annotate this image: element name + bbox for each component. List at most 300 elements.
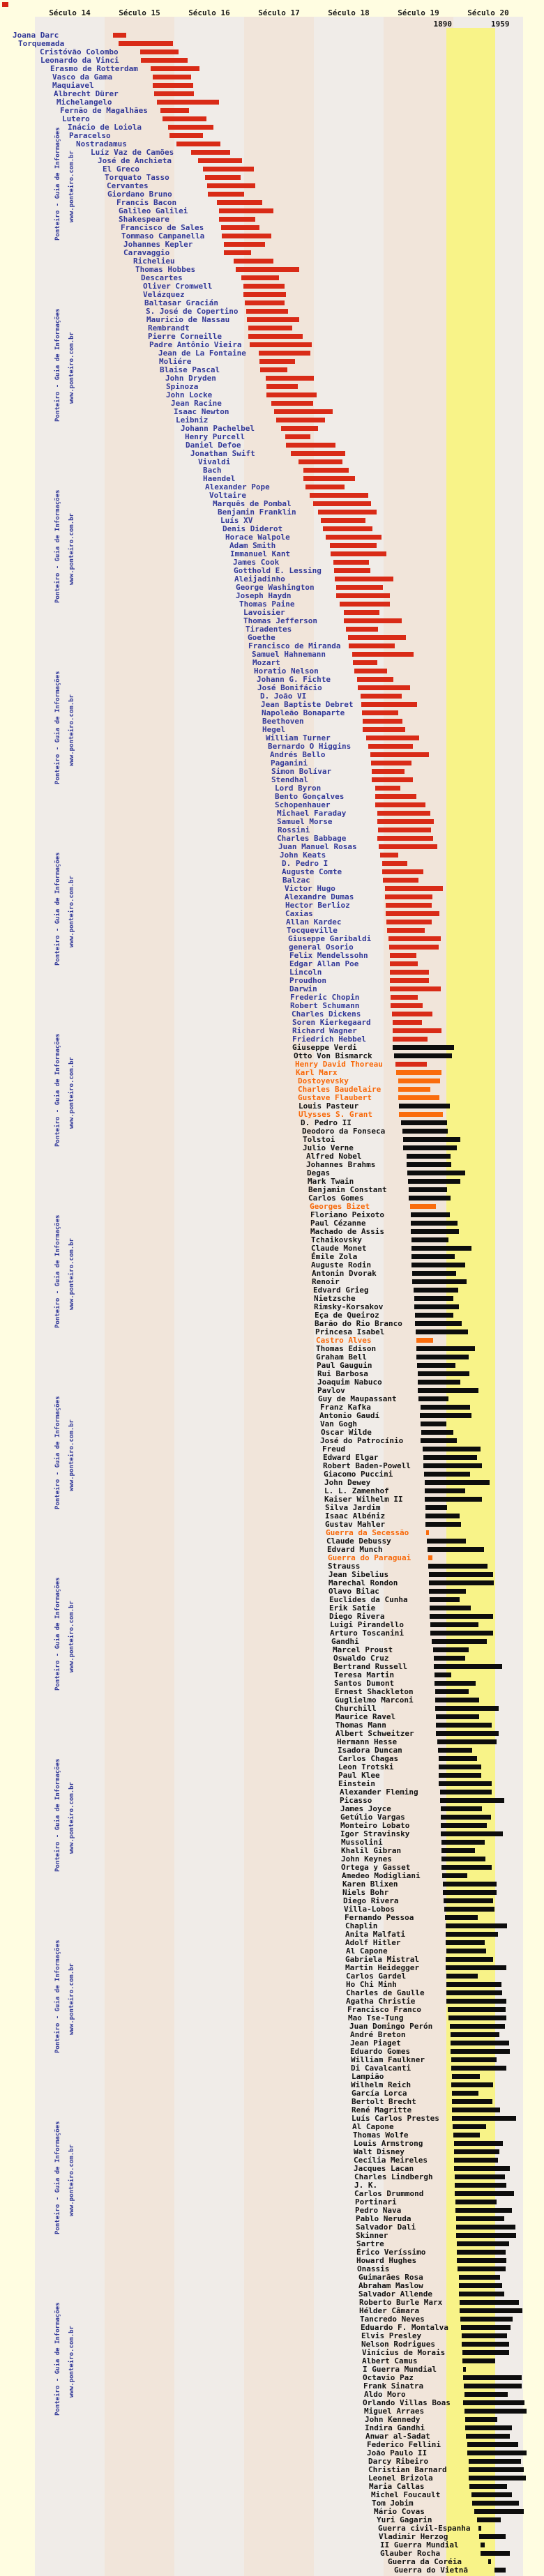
timeline-row xyxy=(0,1889,544,1898)
person-name: Stendhal xyxy=(271,775,308,784)
person-name: Thomas Edison xyxy=(316,1344,377,1353)
lifespan-bar xyxy=(469,2467,524,2472)
timeline-row xyxy=(0,2006,544,2015)
person-name: Jean Racine xyxy=(171,399,222,408)
lifespan-bar xyxy=(460,2308,522,2313)
person-name: Gandhi xyxy=(331,1637,359,1646)
lifespan-bar xyxy=(160,108,189,113)
lifespan-bar xyxy=(425,1522,461,1527)
person-name: Robert Baden-Powell xyxy=(323,1461,411,1470)
person-name: Darcy Ribeiro xyxy=(368,2457,429,2466)
timeline-row xyxy=(0,777,544,785)
person-name: Santos Dumont xyxy=(334,1679,395,1688)
lifespan-bar xyxy=(386,911,439,916)
watermark-ponteiro: Ponteiro - Guia de Informações xyxy=(54,852,61,966)
timeline-row xyxy=(0,2023,544,2032)
person-name: S. José de Copertino xyxy=(146,307,239,316)
lifespan-bar xyxy=(459,2292,504,2296)
lifespan-bar xyxy=(157,100,219,105)
person-name: Anita Malfati xyxy=(345,1930,406,1939)
lifespan-bar xyxy=(448,2015,506,2020)
timeline-row xyxy=(0,250,544,258)
lifespan-bar xyxy=(375,794,416,799)
lifespan-bar xyxy=(243,284,285,289)
lifespan-bar xyxy=(418,1371,469,1376)
timeline-row xyxy=(0,877,544,885)
lifespan-bar xyxy=(207,183,255,188)
person-name: Blaise Pascal xyxy=(160,365,220,374)
lifespan-bar xyxy=(464,2384,522,2388)
lifespan-bar xyxy=(412,1271,456,1276)
lifespan-bar xyxy=(411,1229,459,1234)
lifespan-bar xyxy=(436,1714,479,1719)
lifespan-bar xyxy=(323,526,372,531)
lifespan-bar xyxy=(494,2568,506,2573)
lifespan-bar xyxy=(451,2049,510,2054)
person-name: Howard Hughes xyxy=(356,2256,417,2265)
person-name: Christian Barnard xyxy=(368,2465,447,2474)
watermark-ponteiro: Ponteiro - Guia de Informações xyxy=(54,2302,61,2416)
lifespan-bar xyxy=(224,250,251,255)
person-name: Rossini xyxy=(278,825,310,834)
person-name: Isaac Albéniz xyxy=(325,1511,386,1521)
lifespan-bar xyxy=(361,702,417,707)
lifespan-bar xyxy=(416,1355,469,1359)
timeline-row xyxy=(0,1237,544,1245)
timeline-row xyxy=(0,2015,544,2023)
timeline-row xyxy=(0,1019,544,1028)
lifespan-bar xyxy=(411,1246,471,1251)
lifespan-bar xyxy=(140,49,179,54)
lifespan-bar xyxy=(222,234,271,238)
watermark-ponteiro: Ponteiro - Guia de Informações xyxy=(54,489,61,603)
person-name: Amedeo Modigliani xyxy=(342,1871,421,1880)
timeline-row xyxy=(0,1329,544,1337)
timeline-row xyxy=(0,1187,544,1195)
watermark-ponteiro: Ponteiro - Guia de Informações xyxy=(54,1396,61,1509)
person-name: John Keynes xyxy=(341,1854,392,1864)
timeline-row xyxy=(0,358,544,367)
person-name: Eça de Queiroz xyxy=(315,1311,379,1320)
lifespan-bar xyxy=(441,1831,503,1836)
person-name: Vasco da Gama xyxy=(52,73,113,82)
person-name: Adolf Hitler xyxy=(345,1938,401,1947)
person-name: Isaac Newton xyxy=(174,407,229,416)
lifespan-bar xyxy=(368,744,413,749)
timeline-row xyxy=(0,450,544,459)
watermark-url: www.ponteiro.com.br xyxy=(68,694,75,766)
timeline-row xyxy=(0,1663,544,1672)
lifespan-bar xyxy=(441,1848,475,1853)
person-name: John Kennedy xyxy=(365,2415,421,2424)
person-name: André Breton xyxy=(350,2030,406,2039)
lifespan-bar xyxy=(198,158,242,163)
lifespan-bar xyxy=(243,292,286,297)
person-name: Albert Camus xyxy=(362,2356,418,2365)
lifespan-bar xyxy=(224,242,265,247)
lifespan-bar xyxy=(219,217,255,222)
watermark-url: www.ponteiro.com.br xyxy=(68,151,75,222)
lifespan-bar xyxy=(425,1497,482,1502)
person-name: Frank Sinatra xyxy=(363,2381,424,2391)
lifespan-bar xyxy=(433,1647,469,1652)
person-name: Joseph Haydn xyxy=(236,591,292,600)
person-name: Guerra do Paraguai xyxy=(328,1553,411,1562)
lifespan-bar xyxy=(438,1748,472,1753)
lifespan-bar xyxy=(377,811,430,816)
timeline-row xyxy=(0,149,544,158)
timeline-row xyxy=(0,1956,544,1965)
timeline-row xyxy=(0,1120,544,1128)
lifespan-bar xyxy=(428,1555,432,1560)
timeline-row xyxy=(0,2098,544,2107)
watermark-url: www.ponteiro.com.br xyxy=(68,1963,75,2035)
lifespan-bar xyxy=(393,1028,441,1033)
person-name: Émile Zola xyxy=(311,1252,358,1261)
timeline-row xyxy=(0,2032,544,2040)
lifespan-bar xyxy=(451,2057,497,2062)
lifespan-bar xyxy=(454,2149,499,2154)
timeline-row xyxy=(0,1170,544,1178)
lifespan-bar xyxy=(452,2074,480,2079)
person-name: Leonardo da Vinci xyxy=(40,56,119,65)
timeline-row xyxy=(0,2165,544,2174)
lifespan-bar xyxy=(425,1505,447,1510)
timeline-row xyxy=(0,2299,544,2308)
lifespan-bar xyxy=(168,125,213,130)
timeline-row xyxy=(0,392,544,400)
person-name: Samuel Morse xyxy=(277,817,333,826)
lifespan-bar xyxy=(441,1840,485,1845)
century-label-15: Século 15 xyxy=(119,8,160,17)
lifespan-bar xyxy=(153,83,193,88)
lifespan-bar xyxy=(259,351,310,356)
person-name: Ortega y Gasset xyxy=(341,1863,411,1872)
lifespan-bar xyxy=(421,1405,470,1410)
lifespan-bar xyxy=(119,41,173,46)
person-name: Thomas Jefferson xyxy=(243,616,317,625)
timeline-row xyxy=(0,2224,544,2232)
lifespan-bar xyxy=(456,2233,516,2238)
timeline-row xyxy=(0,1546,544,1555)
timeline-row xyxy=(0,2115,544,2124)
lifespan-bar xyxy=(416,1338,433,1343)
person-name: Mao Tse-Tung xyxy=(348,2013,404,2022)
timeline-row-event xyxy=(0,1530,544,1538)
person-name: Octavio Paz xyxy=(363,2373,414,2382)
lifespan-bar xyxy=(481,2551,510,2556)
timeline-row xyxy=(0,2441,544,2450)
lifespan-bar xyxy=(383,878,418,883)
timeline-row xyxy=(0,1488,544,1496)
person-name: Cecília Meireles xyxy=(354,2156,428,2165)
lifespan-bar xyxy=(348,635,406,640)
lifespan-bar xyxy=(333,560,369,565)
lifespan-bar xyxy=(439,1781,492,1786)
person-name: Torquato Tasso xyxy=(105,173,169,182)
lifespan-bar xyxy=(452,2116,516,2121)
timeline-row xyxy=(0,2533,544,2542)
lifespan-bar xyxy=(425,1488,465,1493)
lifespan-bar xyxy=(141,58,188,63)
timeline-row xyxy=(0,1396,544,1404)
person-name: Pedro Nava xyxy=(355,2206,402,2215)
person-name: George Washington xyxy=(236,583,315,592)
person-name: Castro Alves xyxy=(316,1336,372,1345)
lifespan-bar xyxy=(467,2442,518,2447)
person-name: Antonio Gaudí xyxy=(319,1411,380,1420)
timeline-row xyxy=(0,1412,544,1421)
lifespan-bar xyxy=(455,2183,506,2188)
person-name: Paul Gauguin xyxy=(317,1361,372,1370)
timeline-row xyxy=(0,1253,544,1262)
timeline-row xyxy=(0,2274,544,2282)
person-name: Henry David Thoreau xyxy=(295,1060,383,1069)
lifespan-bar xyxy=(462,2333,507,2338)
timeline-row xyxy=(0,1044,544,1053)
lifespan-bar xyxy=(411,1263,465,1267)
watermark-ponteiro: Ponteiro - Guia de Informações xyxy=(54,1939,61,2053)
person-name: Einstein xyxy=(338,1779,375,1788)
timeline-row xyxy=(0,1538,544,1546)
person-name: Mussolini xyxy=(341,1838,383,1847)
timeline-row xyxy=(0,869,544,877)
person-name: Tommaso Campanella xyxy=(121,231,205,241)
person-name: Rembrandt xyxy=(148,323,190,333)
person-name: Thomas Mann xyxy=(335,1721,386,1730)
timeline-row xyxy=(0,1153,544,1161)
person-name: Luigi Pirandello xyxy=(330,1620,404,1629)
lifespan-bar xyxy=(472,2501,519,2506)
timeline-row xyxy=(0,1672,544,1680)
lifespan-bar xyxy=(439,1756,477,1761)
lifespan-bar xyxy=(248,334,303,339)
person-name: Strauss xyxy=(328,1562,361,1571)
timeline-row xyxy=(0,1797,544,1806)
person-name: Martin Heidegger xyxy=(345,1963,419,1972)
lifespan-bar xyxy=(372,777,413,782)
lifespan-bar xyxy=(358,685,410,690)
timeline-row xyxy=(0,367,544,375)
timeline-row xyxy=(0,1998,544,2006)
watermark-url: www.ponteiro.com.br xyxy=(68,876,75,947)
timeline-row xyxy=(0,1948,544,1956)
lifespan-bar xyxy=(463,2375,522,2380)
lifespan-bar xyxy=(393,1037,428,1042)
lifespan-bar xyxy=(303,476,355,481)
person-name: Erasmo de Rotterdam xyxy=(50,64,138,73)
lifespan-bar xyxy=(415,1321,462,1326)
lifespan-bar xyxy=(430,1606,471,1610)
watermark-ponteiro: Ponteiro - Guia de Informações xyxy=(54,2121,61,2234)
lifespan-bar xyxy=(434,1664,502,1669)
person-name: Auguste Comte xyxy=(282,867,342,876)
lifespan-bar xyxy=(414,1296,453,1301)
timeline-row xyxy=(0,1831,544,1839)
person-name: Churchill xyxy=(335,1704,377,1713)
timeline-row xyxy=(0,375,544,383)
lifespan-bar xyxy=(445,1915,478,1920)
lifespan-bar xyxy=(260,367,287,372)
lifespan-bar xyxy=(208,192,244,197)
timeline-row xyxy=(0,300,544,308)
lifespan-bar xyxy=(462,2350,509,2355)
lifespan-bar xyxy=(463,2367,466,2372)
lifespan-bar xyxy=(446,1932,498,1937)
person-name: Carlos Drummond xyxy=(354,2189,424,2198)
lifespan-bar xyxy=(335,577,393,581)
timeline-row xyxy=(0,2182,544,2190)
timeline-row xyxy=(0,1563,544,1571)
lifespan-bar xyxy=(453,2133,480,2137)
timeline-row xyxy=(0,1697,544,1705)
lifespan-bar xyxy=(460,2300,519,2305)
lifespan-bar xyxy=(439,1773,481,1778)
lifespan-bar xyxy=(414,1288,458,1293)
timeline-row xyxy=(0,1939,544,1948)
lifespan-bar xyxy=(266,393,317,397)
lifespan-bar xyxy=(421,1438,457,1443)
timeline-row xyxy=(0,2040,544,2048)
lifespan-bar xyxy=(377,819,434,824)
person-name: Giuseppe Verdi xyxy=(292,1043,357,1052)
lifespan-bar xyxy=(414,1304,459,1309)
timeline-row xyxy=(0,1404,544,1412)
timeline-row xyxy=(0,2508,544,2517)
timeline-row xyxy=(0,400,544,409)
person-name: Chaplin xyxy=(345,1921,378,1930)
person-name: Charles de Gaulle xyxy=(346,1988,425,1997)
person-name: Padre Antônio Vieira xyxy=(149,340,242,349)
person-name: Julio Verne xyxy=(303,1143,354,1152)
person-name: Vivaldi xyxy=(198,457,231,466)
person-name: Degas xyxy=(307,1168,331,1178)
person-name: René Magritte xyxy=(352,2105,412,2114)
lifespan-bar xyxy=(416,1329,468,1334)
person-name: Shakespeare xyxy=(119,215,169,224)
timeline-row xyxy=(0,1571,544,1580)
timeline-row xyxy=(0,852,544,860)
timeline-row xyxy=(0,885,544,894)
timeline-row xyxy=(0,1839,544,1847)
timeline-row xyxy=(0,1228,544,1237)
timeline-row xyxy=(0,1262,544,1270)
lifespan-bar xyxy=(380,853,398,858)
timeline-row xyxy=(0,1036,544,1044)
lifespan-bar xyxy=(366,736,419,740)
timeline-row xyxy=(0,1086,544,1095)
timeline-row xyxy=(0,810,544,818)
timeline-row xyxy=(0,1856,544,1864)
person-name: Johann Pachelbel xyxy=(181,424,255,433)
person-name: Maquiavel xyxy=(52,81,94,90)
person-name: John Dryden xyxy=(165,374,216,383)
person-name: Galileo Galilei xyxy=(119,206,188,215)
person-name: Giuseppe Garibaldi xyxy=(288,934,372,943)
timeline-row xyxy=(0,1463,544,1471)
lifespan-bar xyxy=(250,342,312,347)
person-name: John Keats xyxy=(280,851,326,860)
watermark-url: www.ponteiro.com.br xyxy=(68,1238,75,1310)
timeline-row xyxy=(0,174,544,183)
person-name: Orlando Villas Boas xyxy=(363,2398,451,2407)
person-name: Charles Dickens xyxy=(292,1009,361,1019)
person-name: Guerra do Vietnã xyxy=(394,2566,468,2575)
person-name: Lord Byron xyxy=(275,784,322,793)
person-name: Horace Walpole xyxy=(225,533,290,542)
timeline-row xyxy=(0,1212,544,1220)
lifespan-bar xyxy=(415,1313,453,1318)
person-name: Maria Callas xyxy=(369,2482,425,2491)
lifespan-bar xyxy=(372,769,405,774)
lifespan-bar xyxy=(247,317,299,322)
timeline-row xyxy=(0,233,544,241)
person-name: D. João VI xyxy=(260,692,307,701)
person-name: Marcel Proust xyxy=(333,1645,393,1654)
lifespan-bar xyxy=(378,828,431,832)
person-name: Niels Bohr xyxy=(342,1888,389,1897)
timeline-row xyxy=(0,183,544,191)
lifespan-bar xyxy=(428,1547,484,1552)
person-name: Richard Wagner xyxy=(292,1026,357,1035)
lifespan-bar xyxy=(291,451,345,456)
lifespan-bar xyxy=(389,945,439,950)
lifespan-bar xyxy=(457,2250,506,2255)
person-name: Juan Domingo Perón xyxy=(349,2022,433,2031)
person-name: Guerra da Coréia xyxy=(388,2557,462,2566)
timeline-row xyxy=(0,1906,544,1914)
lifespan-bar xyxy=(357,677,393,682)
timeline-row xyxy=(0,1605,544,1613)
lifespan-bar xyxy=(421,1422,446,1426)
person-name: Edward Elgar xyxy=(323,1453,379,1462)
timeline-row xyxy=(0,1730,544,1739)
person-name: Giacomo Puccini xyxy=(324,1470,393,1479)
lifespan-bar xyxy=(408,1179,460,1184)
timeline-row xyxy=(0,1622,544,1630)
lifespan-bar xyxy=(340,602,390,607)
lifespan-bar xyxy=(440,1790,492,1794)
person-name: Tocqueville xyxy=(287,926,338,935)
timeline-row xyxy=(0,1287,544,1295)
lifespan-bar xyxy=(441,1865,492,1870)
lifespan-bar xyxy=(425,1480,490,1485)
lifespan-bar xyxy=(446,1982,501,1987)
person-name: Lutero xyxy=(62,114,90,123)
timeline-row xyxy=(0,2492,544,2500)
timeline-row xyxy=(0,166,544,174)
lifespan-bar xyxy=(326,535,381,540)
timeline-row xyxy=(0,1923,544,1931)
timeline-row-event xyxy=(0,1555,544,1563)
lifespan-bar xyxy=(203,167,254,172)
lifespan-bar xyxy=(386,903,432,908)
lifespan-bar xyxy=(441,1823,487,1828)
lifespan-bar xyxy=(423,1463,482,1468)
timeline-row xyxy=(0,2057,544,2065)
timeline-row xyxy=(0,224,544,233)
person-name: Cristóvão Colombo xyxy=(40,47,119,56)
person-name: Frederic Chopin xyxy=(290,993,360,1002)
timeline-row xyxy=(0,1772,544,1781)
lifespan-bar xyxy=(336,585,383,590)
timeline-row xyxy=(0,1346,544,1354)
timeline-row xyxy=(0,2383,544,2391)
timeline-row xyxy=(0,1471,544,1479)
person-name: Descartes xyxy=(141,273,183,282)
century-label-17: Século 17 xyxy=(258,8,300,17)
timeline-row xyxy=(0,241,544,250)
